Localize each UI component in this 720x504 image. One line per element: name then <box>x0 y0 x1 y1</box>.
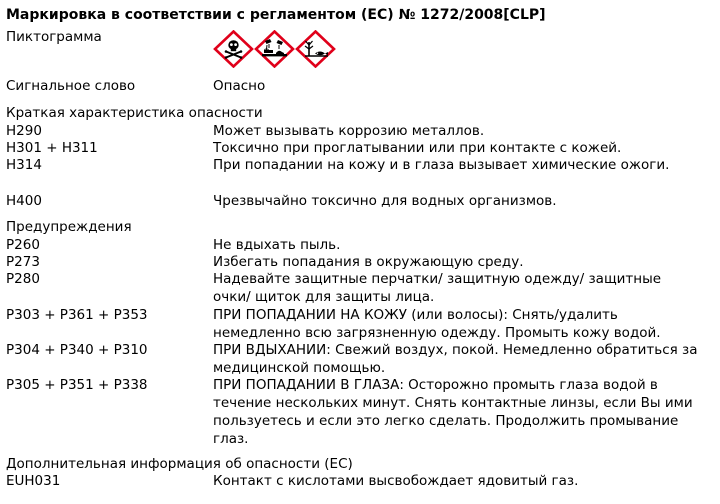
precaution-text: Избегать попадания в окружающую среду. <box>213 254 524 270</box>
precaution-code: P273 <box>6 254 40 270</box>
environment-icon <box>295 30 336 68</box>
hazard-text: При попадании на кожу и в глаза вызывает химические ожоги. <box>213 157 670 173</box>
precaution-code: P260 <box>6 237 40 253</box>
hazard-code: H290 <box>6 123 42 139</box>
signal-word-label: Сигнальное слово <box>6 78 136 94</box>
hazard-code: H301 + H311 <box>6 140 98 156</box>
precaution-code: P305 + P351 + P338 <box>6 377 148 393</box>
precaution-text: ПРИ ВДЫХАНИИ: Свежий воздух, покой. Немедленно обратиться за медицинской помощью. <box>213 342 698 376</box>
additional-text: Контакт с кислотами высвобождает ядовитый газ. <box>213 473 579 489</box>
precaution-text: ПРИ ПОПАДАНИИ НА КОЖУ (или волосы): Снять/удалить немедленно всю загрязненную одежду. Промыть кожу водой. <box>213 307 661 341</box>
precaution-code: P303 + P361 + P353 <box>6 307 148 323</box>
pictogram-list <box>213 30 336 68</box>
signal-word-value: Опасно <box>213 78 266 94</box>
hazard-text: Чрезвычайно токсично для водных организмов. <box>213 193 557 209</box>
hazard-code: H400 <box>6 193 42 209</box>
hazard-code: H314 <box>6 157 42 173</box>
precaution-text: ПРИ ПОПАДАНИИ В ГЛАЗА: Осторожно промыть глаза водой в течение нескольких минут. Снять контактные линзы, если Вы ими пользуетесь и если это легко сделать. Продолжить промывание глаз. <box>213 377 693 447</box>
precaution-code: P304 + P340 + P310 <box>6 342 148 358</box>
precaution-section-title: Предупреждения <box>6 219 132 235</box>
skull-crossbones-icon <box>213 30 254 68</box>
hazard-text: Токсично при проглатывании или при контакте с кожей. <box>213 140 622 156</box>
hazard-text: Может вызывать коррозию металлов. <box>213 123 485 139</box>
precaution-text: Надевайте защитные перчатки/ защитную одежду/ защитные очки/ щиток для защиты лица. <box>213 271 662 305</box>
pictogram-label: Пиктограмма <box>6 29 102 45</box>
additional-section-title: Дополнительная информация об опасности (EC) <box>6 456 353 472</box>
precaution-code: P280 <box>6 271 40 287</box>
corrosion-icon <box>254 30 295 68</box>
precaution-text: Не вдыхать пыль. <box>213 237 341 253</box>
additional-code: EUH031 <box>6 473 61 489</box>
page-title: Маркировка в соответствии с регламентом (EC) № 1272/2008[CLP] <box>6 7 546 23</box>
hazard-section-title: Краткая характеристика опасности <box>6 105 263 121</box>
